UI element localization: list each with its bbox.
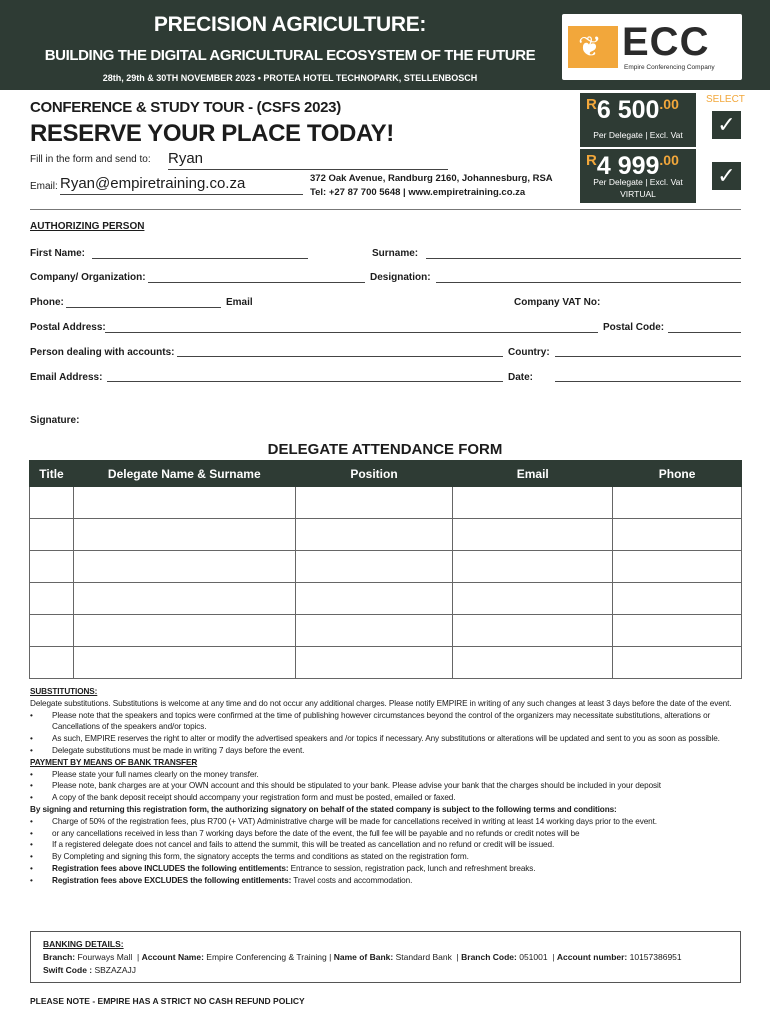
company-field[interactable] — [148, 282, 365, 283]
date-label: Date: — [508, 372, 534, 383]
col-email: Email — [453, 461, 613, 487]
delegate-table — [29, 460, 742, 679]
logo-text: ECC — [622, 20, 710, 64]
list-item: • Delegate substitutions must be made in writing 7 days before the event. — [30, 745, 742, 757]
event-subtitle: BUILDING THE DIGITAL AGRICULTURAL ECOSYSTEM OF THE FUTURE — [44, 47, 536, 64]
select-label: SELECT — [706, 94, 745, 105]
date-field[interactable] — [555, 381, 741, 382]
email-label: Email — [226, 297, 253, 308]
vat-label: Company VAT No: — [514, 297, 601, 308]
price-option-inperson: $^R$6 $500^{.00}$ Per Delegate | Excl. Vat — [580, 93, 696, 147]
list-item: • Please note that the speakers and topics were confirmed at the time of publishing however circumstances beyond the control of the organizers may necessitate substitutions, alterations or Cancellations of the speakers and/or topics. — [30, 710, 742, 734]
substitutions-text: Delegate substitutions. Substitutions is welcome at any time and do not occur any additional charges. Please notify EMPIRE in writing of any such changes at least 3 days before the date of the event. — [30, 698, 732, 708]
col-name: Delegate Name & Surname — [73, 461, 295, 487]
email-address-label: Email Address: — [30, 372, 103, 383]
designation-label: Designation: — [370, 272, 431, 283]
banking-details — [30, 931, 741, 983]
company-label: Company/ Organization: — [30, 272, 146, 283]
country-field[interactable] — [555, 356, 741, 357]
accounts-field[interactable] — [177, 356, 503, 357]
logo-subtext: Empire Conferencing Company — [624, 64, 715, 71]
swift-line: Swift Code : SBZAZAJJ — [43, 965, 137, 975]
col-position: Position — [295, 461, 453, 487]
list-item: • By Completing and signing this form, the signatory accepts the terms and conditions as stated on the registration form. — [30, 851, 742, 863]
table-row[interactable] — [30, 647, 742, 679]
email-address-field[interactable] — [107, 381, 503, 382]
table-row[interactable] — [30, 615, 742, 647]
refund-policy-note: PLEASE NOTE - EMPIRE HAS A STRICT NO CASH REFUND POLICY — [30, 996, 305, 1006]
header-banner — [0, 0, 770, 90]
checkbox-virtual[interactable]: ✓ — [712, 162, 741, 190]
list-item: • Charge of 50% of the registration fees, plus R700 (+ VAT) Administrative charge will be made for cancellations received in writing at least 14 working days prior to the event. — [30, 816, 742, 828]
list-item: • or any cancellations received in less than 7 working days before the date of the event, the full fee will be payable and no refunds or credit notes will be — [30, 828, 742, 840]
list-item: • As such, EMPIRE reserves the right to alter or modify the advertised speakers and /or topics if necessary. Any substitutions or alterations will be updated and sent to you as soon as possible. — [30, 733, 742, 745]
list-item: • Please state your full names clearly on the money transfer. — [30, 769, 742, 781]
section-authorizing: AUTHORIZING PERSON — [30, 221, 145, 232]
price-desc: Per Delegate | Excl. Vat — [593, 130, 683, 140]
postal-address-field[interactable] — [105, 332, 598, 333]
price-variant: VIRTUAL — [620, 189, 656, 199]
payment-heading: PAYMENT BY MEANS OF BANK TRANSFER — [30, 757, 198, 767]
designation-field[interactable] — [436, 282, 741, 283]
country-label: Country: — [508, 347, 550, 358]
divider — [30, 209, 741, 210]
company-address: 372 Oak Avenue, Randburg 2160, Johannesburg, RSA Tel: +27 87 700 5648 | www.empiretraining.co.za — [310, 173, 553, 198]
send-to-label: Fill in the form and send to: — [30, 154, 151, 165]
terms-section — [30, 686, 742, 887]
postal-address-label: Postal Address: — [30, 322, 106, 333]
list-item: • Registration fees above EXCLUDES the following entitlements: Travel costs and accommodation. — [30, 875, 742, 887]
list-item: • A copy of the bank deposit receipt should accompany your registration form and must be posted, emailed or faxed. — [30, 792, 742, 804]
table-header-row — [30, 461, 742, 487]
conference-name: CONFERENCE & STUDY TOUR - (CSFS 2023) — [30, 99, 341, 116]
list-item: • Registration fees above INCLUDES the following entitlements: Entrance to session, registration pack, lunch and refreshment breaks. — [30, 863, 742, 875]
list-item: • If a registered delegate does not cancel and fails to attend the summit, this will be treated as cancellation and no refund or credit will be issued. — [30, 839, 742, 851]
phoenix-icon: ❦ — [568, 26, 618, 68]
send-to-field[interactable]: Ryan — [168, 150, 448, 170]
email-label: Email: — [30, 181, 58, 192]
signature-label: Signature: — [30, 415, 80, 426]
price-desc: Per Delegate | Excl. Vat — [593, 177, 683, 187]
checkbox-inperson[interactable]: ✓ — [712, 111, 741, 139]
banking-line: Branch: Fourways Mall | Account Name: Empire Conferencing & Training | Name of Bank: Standard Bank | Branch Code: 051001 | Account number: 10157386951 — [43, 952, 682, 962]
first-name-label: First Name: — [30, 248, 86, 259]
first-name-field[interactable] — [92, 258, 308, 259]
phone-label: Phone: — [30, 297, 64, 308]
table-row[interactable] — [30, 583, 742, 615]
list-item: • Please note, bank charges are at your OWN account and this should be stipulated to your bank. Please advise your bank that the charges should be included in your deposit — [30, 780, 742, 792]
postal-code-label: Postal Code: — [603, 322, 665, 333]
banking-heading: BANKING DETAILS: — [43, 939, 124, 949]
phone-field[interactable] — [66, 307, 221, 308]
ecc-logo — [562, 14, 742, 80]
surname-field[interactable] — [426, 258, 741, 259]
surname-label: Surname: — [372, 248, 419, 259]
reserve-headline: RESERVE YOUR PLACE TODAY! — [30, 120, 394, 147]
event-title: PRECISION AGRICULTURE: — [153, 13, 427, 36]
table-row[interactable] — [30, 551, 742, 583]
col-title: Title — [30, 461, 74, 487]
accounts-label: Person dealing with accounts: — [30, 347, 175, 358]
event-dates: 28th, 29th & 30TH NOVEMBER 2023 • PROTEA HOTEL TECHNOPARK, STELLENBOSCH — [102, 73, 478, 83]
substitutions-heading: SUBSTITUTIONS: — [30, 687, 98, 696]
delegate-form-title: DELEGATE ATTENDANCE FORM — [267, 441, 503, 458]
signing-heading: By signing and returning this registration form, the authorizing signatory on behalf of the stated company is subject to the following terms and conditions: — [30, 804, 617, 814]
col-phone: Phone — [613, 461, 742, 487]
postal-code-field[interactable] — [668, 332, 741, 333]
table-row[interactable] — [30, 519, 742, 551]
table-row[interactable] — [30, 487, 742, 519]
send-to-email-field[interactable]: Ryan@empiretraining.co.za — [60, 175, 303, 195]
price-option-virtual: $^R$4 $999^{.00}$ Per Delegate | Excl. Vat VIRTUAL — [580, 149, 696, 203]
